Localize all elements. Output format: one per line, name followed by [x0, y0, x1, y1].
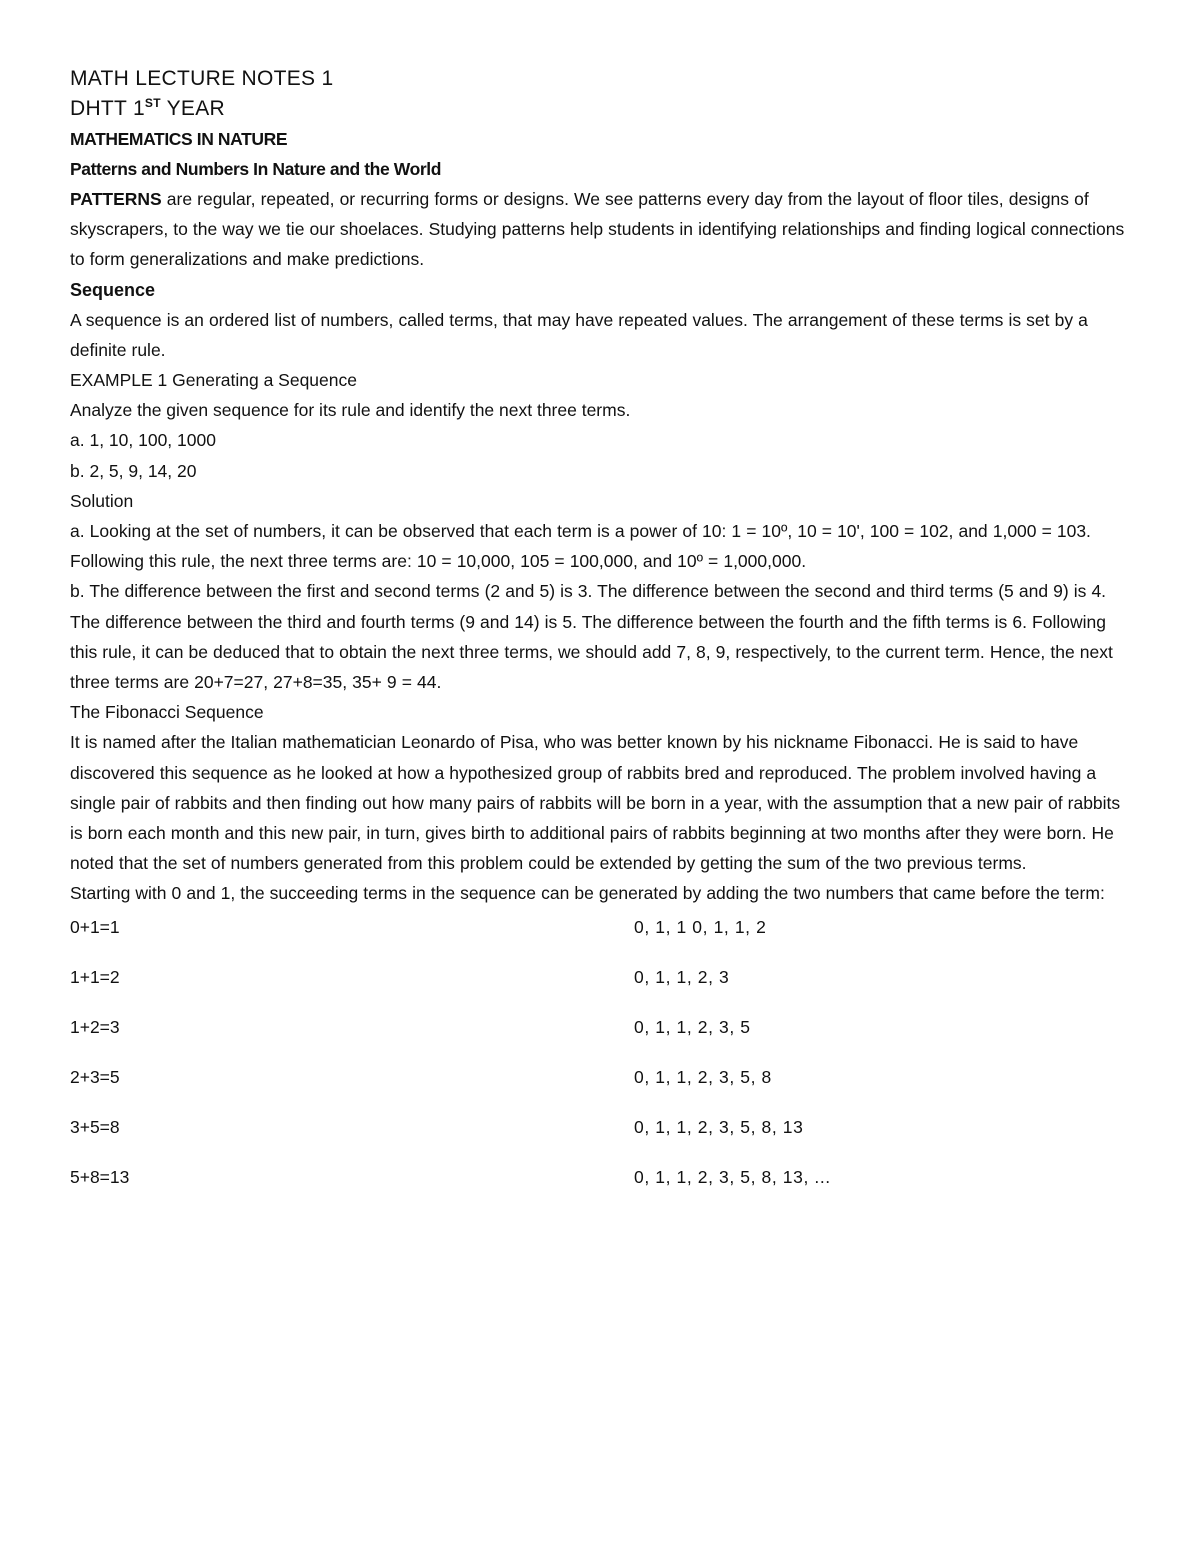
fibonacci-row — [70, 1015, 1130, 1065]
document-page — [70, 64, 1130, 1215]
subsection-title: Patterns and Numbers In Nature and the World — [70, 159, 442, 179]
fibonacci-sequence: 0, 1, 1, 2, 3, 5, 8, 13 — [634, 1116, 804, 1137]
subtitle-prefix: DHTT 1 — [70, 97, 145, 120]
fibonacci-sequence: 0, 1, 1, 2, 3, 5, 8 — [634, 1066, 772, 1087]
fibonacci-equation: 5+8=13 — [70, 1166, 130, 1187]
patterns-text: are regular, repeated, or recurring forms or designs. We see patterns every day from the layout of floor tiles, designs of skyscrapers, to the way we tie our shoelaces. Studying patterns help students in identifying relationships and finding logical connections to form generalizations and make predictions. — [70, 189, 1125, 270]
solution-label: Solution — [70, 490, 134, 511]
example-title: EXAMPLE 1 Generating a Sequence — [70, 370, 357, 391]
subtitle-suffix: YEAR — [160, 97, 226, 120]
fibonacci-row — [70, 1165, 1130, 1215]
example-item-b: b. 2, 5, 9, 14, 20 — [70, 460, 197, 481]
fibonacci-history: It is named after the Italian mathematician Leonardo of Pisa, who was better known by his nickname Fibonacci. He is said to have discovered this sequence as he looked at how a hypothesized group of rabbits bred and reproduced. The problem involved having a single pair of rabbits and then finding out how many pairs of rabbits will be born in a year, with the assumption that a new pair of rabbits is born each month and this new pair, in turn, gives birth to additional pairs of rabbits beginning at two months after they were born. He noted that the set of numbers generated from this problem could be extended by getting the sum of the two previous terms. — [70, 732, 1121, 874]
fibonacci-equation: 1+1=2 — [70, 966, 120, 987]
fibonacci-equation: 3+5=8 — [70, 1116, 120, 1137]
fibonacci-heading: The Fibonacci Sequence — [70, 702, 264, 723]
section-title: MATHEMATICS IN NATURE — [70, 129, 288, 149]
patterns-paragraph — [70, 184, 1130, 275]
fibonacci-sequence: 0, 1, 1, 2, 3, 5, 8, 13, ... — [634, 1166, 831, 1187]
fibonacci-equation: 0+1=1 — [70, 916, 120, 937]
fibonacci-row — [70, 1065, 1130, 1115]
fibonacci-sequence: 0, 1, 1, 2, 3, 5 — [634, 1016, 751, 1037]
example-instruction: Analyze the given sequence for its rule and identify the next three terms. — [70, 400, 631, 421]
example-item-a: a. 1, 10, 100, 1000 — [70, 430, 216, 451]
fibonacci-equation: 1+2=3 — [70, 1016, 120, 1037]
document-subtitle — [70, 94, 1130, 124]
solution-b: b. The difference between the first and second terms (2 and 5) is 3. The difference between the second and third terms (5 and 9) is 4. The difference between the third and fourth terms (9 and 14) is 5. The difference between the fourth and the fifth terms is 6. Following this rule, it can be deduced that to obtain the next three terms, we should add 7, 8, 9, respectively, to the current term. Hence, the next three terms are 20+7=27, 27+8=35, 35+ 9 = 44. — [70, 581, 1113, 693]
fibonacci-sequence: 0, 1, 1 0, 1, 1, 2 — [634, 916, 767, 937]
fibonacci-table — [70, 915, 1130, 1215]
sequence-definition: A sequence is an ordered list of numbers, called terms, that may have repeated values. The arrangement of these terms is set by a definite rule. — [70, 309, 1088, 360]
fibonacci-intro: Starting with 0 and 1, the succeeding terms in the sequence can be generated by adding the two numbers that came before the term: — [70, 883, 1105, 904]
fibonacci-row — [70, 1115, 1130, 1165]
patterns-term: PATTERNS — [70, 189, 162, 209]
fibonacci-row — [70, 965, 1130, 1015]
fibonacci-row — [70, 915, 1130, 965]
fibonacci-equation: 2+3=5 — [70, 1066, 120, 1087]
solution-a: a. Looking at the set of numbers, it can be observed that each term is a power of 10: 1 = 10º, 10 = 10', 100 = 102, and 1,000 = 103. Following this rule, the next three terms are: 10 = 10,000, 105 = 100,000, and 10º = 1,000,000. — [70, 521, 1091, 572]
sequence-heading: Sequence — [70, 279, 156, 300]
fibonacci-sequence: 0, 1, 1, 2, 3 — [634, 966, 730, 987]
subtitle-superscript: ST — [144, 96, 161, 110]
document-title: MATH LECTURE NOTES 1 — [70, 67, 334, 90]
